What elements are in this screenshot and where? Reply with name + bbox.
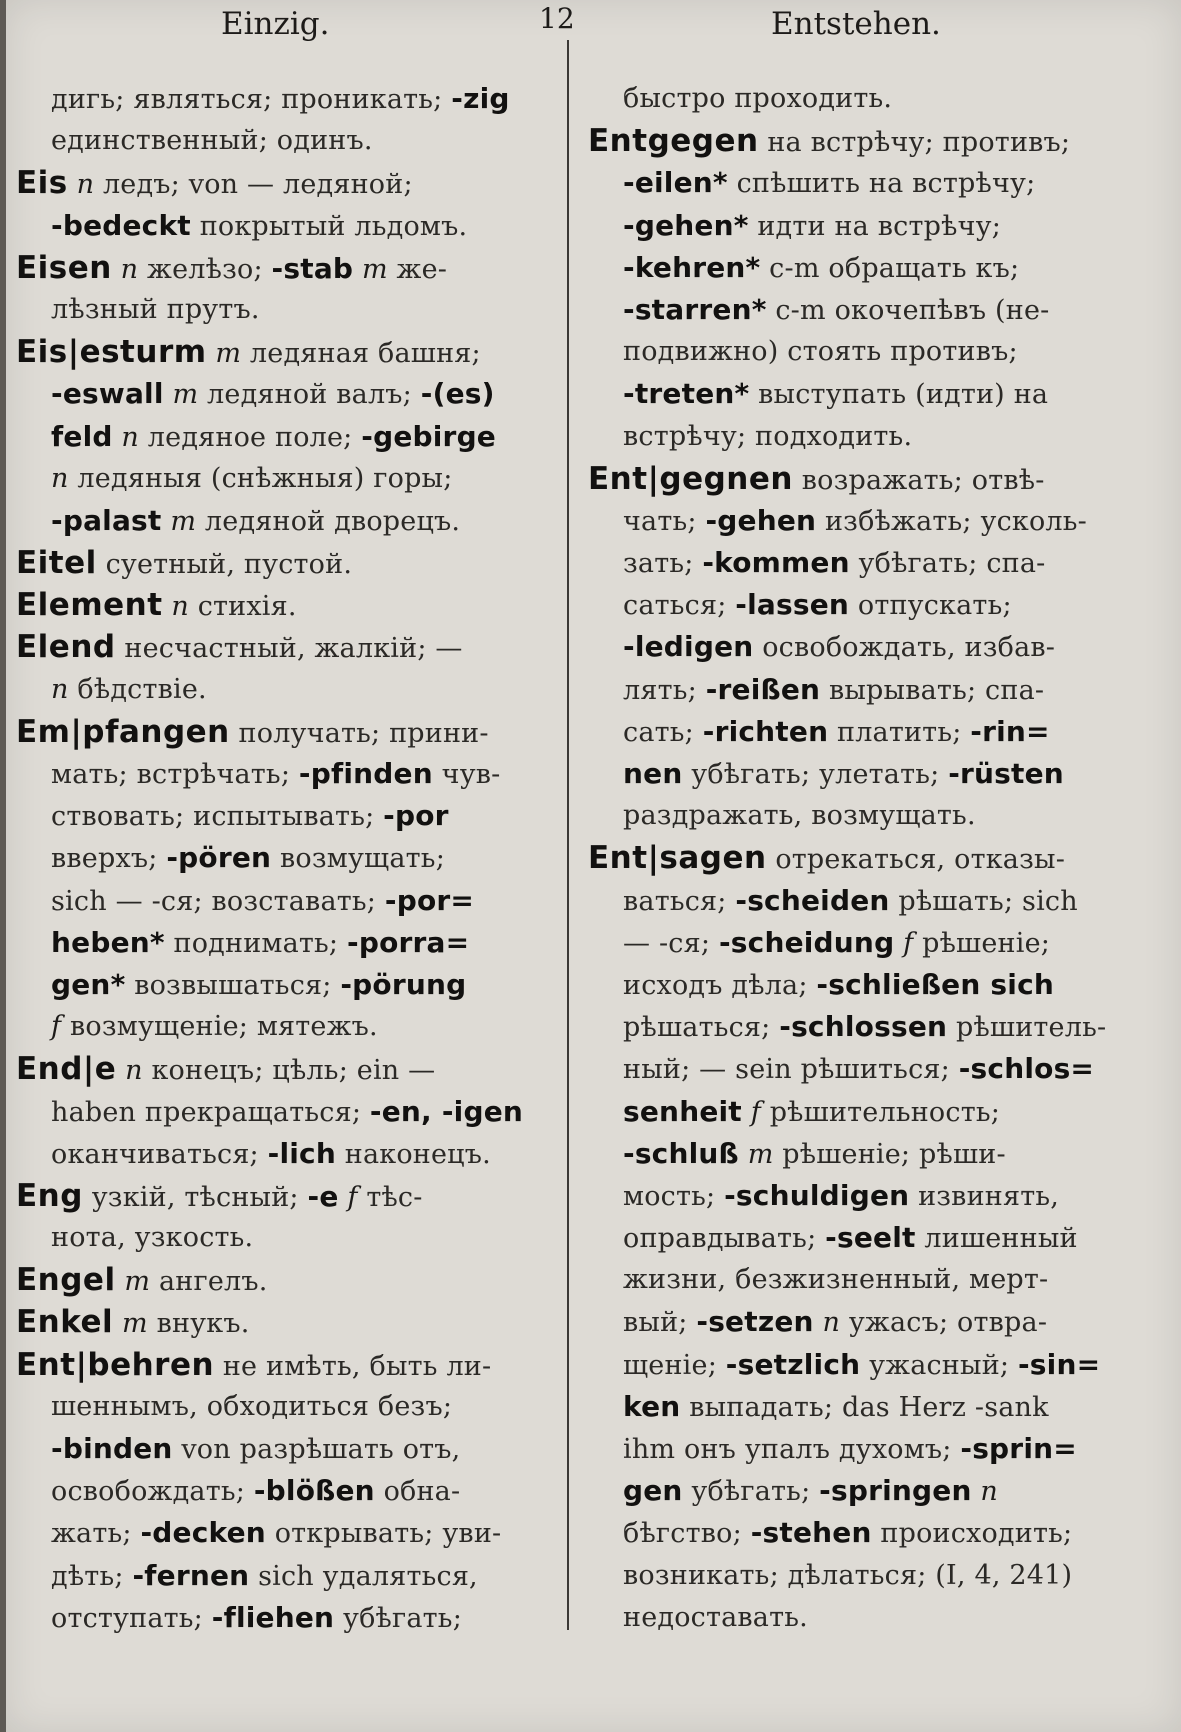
german-term: -lassen bbox=[735, 588, 850, 622]
column-divider bbox=[567, 40, 569, 1630]
german-term: -scheidung bbox=[718, 925, 895, 959]
definition-text bbox=[112, 254, 121, 285]
definition-text: нота, узкость. bbox=[51, 1222, 254, 1254]
definition-text: ледяное поле; bbox=[139, 421, 362, 453]
dictionary-line bbox=[16, 1428, 546, 1470]
german-term: -pfinden bbox=[298, 757, 433, 790]
dictionary-line bbox=[16, 669, 546, 711]
definition-text: на встрѣчу; противъ; bbox=[758, 127, 1071, 159]
headword: Eis|esturm bbox=[16, 334, 207, 371]
headword: Eis bbox=[16, 165, 68, 202]
definition-text: не имѣть, быть ли- bbox=[214, 1350, 492, 1382]
definition-text: рѣшеніе; bbox=[913, 927, 1051, 959]
dictionary-line bbox=[588, 1133, 1108, 1175]
dictionary-line bbox=[588, 1175, 1108, 1217]
grammar-label: n bbox=[121, 421, 140, 453]
definition-text: чать; bbox=[623, 505, 706, 537]
german-term: -rin= bbox=[970, 714, 1050, 748]
dictionary-line bbox=[16, 1217, 546, 1259]
definition-text: недоставать. bbox=[623, 1601, 808, 1633]
definition-text: haben прекращаться; bbox=[51, 1096, 370, 1128]
german-term: -gehen* bbox=[623, 208, 749, 242]
headword: Eitel bbox=[16, 545, 97, 582]
definition-text: освобождать, избав- bbox=[753, 632, 1056, 664]
definition-text: исходъ дѣла; bbox=[623, 969, 817, 1001]
dictionary-line bbox=[16, 922, 546, 964]
grammar-label: m bbox=[172, 379, 199, 411]
dictionary-line bbox=[588, 1512, 1108, 1554]
german-term: -en, -igen bbox=[369, 1094, 524, 1128]
dictionary-line bbox=[588, 416, 1108, 458]
grammar-label: f bbox=[750, 1096, 761, 1128]
header-left-guideword: Einzig. bbox=[221, 6, 330, 42]
german-term: nen bbox=[623, 757, 683, 790]
dictionary-line bbox=[588, 1259, 1108, 1301]
grammar-label: n bbox=[120, 253, 139, 285]
definition-text: возвышаться; bbox=[125, 969, 341, 1001]
definition-text: чув- bbox=[432, 759, 501, 790]
grammar-label: m bbox=[361, 253, 388, 285]
left-column bbox=[16, 78, 546, 1639]
definition-text bbox=[162, 506, 171, 537]
definition-text: щеніе; bbox=[623, 1349, 726, 1381]
definition-text: рѣшать; sich bbox=[889, 885, 1078, 917]
dictionary-line bbox=[588, 584, 1108, 626]
dictionary-line bbox=[16, 880, 546, 922]
german-term: -stab bbox=[271, 251, 354, 285]
definition-text: рѣшеніе; рѣши- bbox=[773, 1138, 1006, 1170]
german-term: -rüsten bbox=[948, 757, 1064, 790]
grammar-label: n bbox=[125, 1055, 143, 1087]
definition-text bbox=[742, 1097, 751, 1128]
dictionary-line bbox=[16, 753, 546, 795]
definition-text: sich — -ся; возставать; bbox=[51, 885, 385, 917]
german-term: -schluß bbox=[623, 1136, 739, 1170]
definition-text: шеннымъ, обходиться безъ; bbox=[51, 1390, 453, 1422]
dictionary-line bbox=[16, 247, 546, 289]
dictionary-line bbox=[16, 1344, 546, 1386]
grammar-label: m bbox=[124, 1266, 151, 1298]
dictionary-line bbox=[16, 1555, 546, 1597]
german-term: -eilen* bbox=[623, 166, 728, 200]
grammar-label: n bbox=[76, 169, 95, 201]
dictionary-line bbox=[588, 1428, 1108, 1470]
grammar-label: n bbox=[822, 1307, 841, 1339]
dictionary-line bbox=[16, 373, 546, 415]
definition-text: бѣдствіе. bbox=[68, 673, 207, 705]
grammar-label: n bbox=[51, 462, 69, 494]
dictionary-line bbox=[588, 1386, 1108, 1428]
dictionary-line bbox=[588, 542, 1108, 584]
dictionary-line bbox=[16, 1386, 546, 1428]
dictionary-line bbox=[16, 1470, 546, 1512]
definition-text: отрекаться, отказы- bbox=[766, 844, 1066, 876]
dictionary-line bbox=[16, 120, 546, 162]
definition-text: происходить; bbox=[871, 1518, 1073, 1550]
german-term: -starren* bbox=[623, 292, 767, 326]
headword: Enkel bbox=[16, 1304, 114, 1341]
definition-text: же- bbox=[387, 253, 448, 285]
dictionary-line bbox=[588, 837, 1108, 879]
definition-text: оправдывать; bbox=[623, 1223, 826, 1255]
german-term: gen bbox=[623, 1474, 683, 1508]
german-term: -binden bbox=[51, 1432, 173, 1465]
definition-text: ваться; bbox=[623, 885, 736, 917]
definition-text: избѣжать; усколь- bbox=[816, 505, 1087, 537]
german-term: -gebirge bbox=[361, 419, 497, 453]
definition-text: получать; прини- bbox=[229, 717, 489, 749]
dictionary-line bbox=[16, 964, 546, 1006]
dictionary-line bbox=[588, 922, 1108, 964]
german-term: -ledigen bbox=[623, 630, 754, 664]
definition-text bbox=[68, 169, 77, 200]
dictionary-line bbox=[16, 1048, 546, 1090]
dictionary-line bbox=[588, 205, 1108, 247]
headword: Ent|gegnen bbox=[588, 460, 793, 497]
definition-text: внукъ. bbox=[147, 1308, 250, 1340]
dictionary-line bbox=[588, 247, 1108, 289]
grammar-label: n bbox=[171, 591, 189, 623]
definition-text: мость; bbox=[623, 1180, 725, 1212]
definition-text: вверхъ; bbox=[51, 843, 167, 875]
dictionary-line bbox=[16, 626, 546, 668]
definition-text bbox=[894, 928, 903, 959]
header-right-guideword: Entstehen. bbox=[771, 6, 941, 42]
german-term: -springen bbox=[819, 1474, 972, 1508]
german-term: -por bbox=[383, 799, 449, 833]
headword: Ent|behren bbox=[16, 1346, 215, 1383]
dictionary-line bbox=[588, 373, 1108, 415]
german-term: -reißen bbox=[705, 672, 821, 706]
german-term: -(es) bbox=[420, 377, 495, 411]
definition-text: несчастный, жалкій; — bbox=[115, 633, 463, 665]
dictionary-line bbox=[16, 289, 546, 331]
definition-text: саться; bbox=[623, 590, 736, 622]
headword: Entgegen bbox=[588, 123, 759, 160]
definition-text: желѣзо; bbox=[138, 253, 272, 285]
headword: Element bbox=[16, 587, 163, 624]
dictionary-line bbox=[588, 795, 1108, 837]
german-term: -schlos= bbox=[958, 1052, 1095, 1086]
dictionary-line bbox=[16, 711, 546, 753]
dictionary-line bbox=[588, 1344, 1108, 1386]
dictionary-line bbox=[16, 1301, 546, 1343]
dictionary-line bbox=[588, 1597, 1108, 1639]
definition-text: узкій, тѣсный; bbox=[82, 1181, 308, 1213]
german-term: -decken bbox=[140, 1516, 266, 1550]
definition-text: убѣгать; спа- bbox=[849, 548, 1046, 580]
page-number: 12 bbox=[539, 2, 575, 35]
definition-text: лишенный bbox=[915, 1223, 1078, 1255]
definition-text: ihm онъ упалъ духомъ; bbox=[623, 1434, 961, 1465]
german-term: -bedeckt bbox=[51, 208, 191, 242]
definition-text: ледяная башня; bbox=[241, 338, 481, 370]
definition-text: ледяной дворецъ. bbox=[196, 505, 461, 537]
definition-text: выпадать; das Herz -sank bbox=[680, 1391, 1049, 1423]
dictionary-line bbox=[588, 120, 1108, 162]
dictionary-line bbox=[16, 1597, 546, 1639]
definition-text: лѣзный прутъ. bbox=[51, 293, 260, 325]
definition-text: мать; встрѣчать; bbox=[51, 759, 299, 790]
definition-text: конецъ; цѣль; ein — bbox=[142, 1055, 436, 1087]
definition-text: покрытый льдомъ. bbox=[190, 210, 468, 242]
right-column bbox=[588, 78, 1108, 1639]
german-term: -schuldigen bbox=[724, 1178, 910, 1212]
dictionary-line bbox=[588, 880, 1108, 922]
dictionary-line bbox=[16, 78, 546, 120]
german-term: -zig bbox=[451, 82, 510, 115]
german-term: -setzen bbox=[696, 1305, 814, 1339]
german-term: gen* bbox=[51, 967, 126, 1001]
definition-text: возмущать; bbox=[271, 843, 445, 875]
definition-text: рѣшитель- bbox=[947, 1012, 1107, 1044]
definition-text: ледъ; von — ледяной; bbox=[94, 169, 413, 201]
headword: Eisen bbox=[16, 249, 112, 286]
definition-text bbox=[739, 1139, 748, 1170]
dictionary-line bbox=[588, 1006, 1108, 1048]
definition-text: встрѣчу; подходить. bbox=[623, 420, 913, 452]
definition-text bbox=[339, 1182, 348, 1213]
definition-text: отступать; bbox=[51, 1602, 212, 1634]
dictionary-line bbox=[16, 458, 546, 500]
headword: Eng bbox=[16, 1177, 83, 1214]
german-term: -kehren* bbox=[623, 250, 761, 284]
dictionary-line bbox=[16, 584, 546, 626]
german-term: -scheiden bbox=[735, 883, 890, 917]
definition-text: подвижно) стоять противъ; bbox=[623, 336, 1018, 368]
dictionary-line bbox=[16, 416, 546, 458]
definition-text: ужасъ; отвра- bbox=[840, 1307, 1048, 1339]
headword: End|e bbox=[16, 1051, 117, 1088]
grammar-label: f bbox=[51, 1011, 62, 1043]
dictionary-line bbox=[588, 626, 1108, 668]
german-term: -sin= bbox=[1017, 1347, 1101, 1381]
grammar-label: m bbox=[170, 505, 197, 537]
german-term: -kommen bbox=[702, 546, 850, 580]
dictionary-line bbox=[588, 1091, 1108, 1133]
definition-text: возникать; дѣлаться; (I, 4, 241) bbox=[623, 1559, 1073, 1591]
definition-text: ствовать; испытывать; bbox=[51, 801, 384, 833]
definition-text: быстро проходить. bbox=[623, 83, 893, 114]
dictionary-line bbox=[588, 78, 1108, 120]
dictionary-line bbox=[16, 1006, 546, 1048]
german-term: heben* bbox=[51, 925, 165, 959]
definition-text: дигь; являться; проникать; bbox=[51, 84, 452, 115]
headword: Engel bbox=[16, 1262, 116, 1299]
german-term: -setzlich bbox=[725, 1347, 861, 1381]
definition-text: платить; bbox=[828, 716, 971, 748]
german-term: -por= bbox=[384, 883, 475, 917]
headword: Elend bbox=[16, 629, 116, 666]
dictionary-line bbox=[16, 331, 546, 373]
dictionary-line bbox=[588, 753, 1108, 795]
definition-text: — -ся; bbox=[623, 927, 719, 959]
definition-text: спѣшить на встрѣчу; bbox=[727, 168, 1036, 200]
dictionary-line bbox=[16, 205, 546, 247]
definition-text: единственный; одинъ. bbox=[51, 125, 373, 157]
definition-text: освобождать; bbox=[51, 1476, 254, 1508]
german-term: -porra= bbox=[347, 925, 470, 959]
definition-text: ангелъ. bbox=[150, 1266, 268, 1298]
definition-text: извинять, bbox=[909, 1180, 1060, 1212]
definition-text: убѣгать; bbox=[334, 1602, 462, 1634]
definition-text: ный; — sein рѣшиться; bbox=[623, 1054, 959, 1086]
german-term: -sprin= bbox=[960, 1432, 1077, 1465]
definition-text bbox=[116, 1055, 125, 1086]
german-term: -treten* bbox=[623, 377, 750, 411]
definition-text: наконецъ. bbox=[336, 1138, 491, 1170]
german-term: -stehen bbox=[750, 1516, 872, 1550]
dictionary-line bbox=[588, 1470, 1108, 1512]
grammar-label: f bbox=[903, 927, 914, 959]
dictionary-line bbox=[588, 711, 1108, 753]
grammar-label: f bbox=[347, 1181, 358, 1213]
definition-text: открывать; уви- bbox=[265, 1518, 502, 1550]
definition-text: возмущеніе; мятежъ. bbox=[61, 1011, 378, 1043]
grammar-label: n bbox=[51, 673, 69, 705]
grammar-label: m bbox=[121, 1308, 148, 1340]
dictionary-line bbox=[588, 1217, 1108, 1259]
german-term: -eswall bbox=[51, 377, 164, 411]
definition-text: суетный, пустой. bbox=[96, 549, 353, 581]
german-term: -richten bbox=[702, 714, 829, 748]
dictionary-line bbox=[588, 964, 1108, 1006]
dictionary-line bbox=[16, 1091, 546, 1133]
definition-text: жизни, безжизненный, мерт- bbox=[623, 1264, 1049, 1296]
definition-text: рѣшительность; bbox=[760, 1096, 1001, 1128]
dictionary-line bbox=[16, 1512, 546, 1554]
definition-text: тѣс- bbox=[357, 1181, 423, 1213]
dictionary-line bbox=[588, 458, 1108, 500]
definition-text: отпускать; bbox=[849, 590, 1012, 622]
definition-text: раздражать, возмущать. bbox=[623, 800, 976, 832]
german-term: -pören bbox=[166, 841, 272, 875]
definition-text: рѣшаться; bbox=[623, 1012, 780, 1044]
definition-text: ледяной валъ; bbox=[198, 379, 421, 411]
german-term: -seelt bbox=[825, 1221, 916, 1255]
definition-text bbox=[353, 254, 362, 285]
german-term: -e bbox=[307, 1179, 339, 1213]
grammar-label: m bbox=[215, 338, 242, 370]
german-term: -schließen sich bbox=[816, 967, 1055, 1001]
german-term: -gehen bbox=[705, 503, 817, 537]
dictionary-line bbox=[16, 500, 546, 542]
definition-text: стихія. bbox=[188, 591, 297, 623]
definition-text: зать; bbox=[623, 548, 703, 580]
dictionary-page bbox=[6, 0, 1181, 1732]
dictionary-line bbox=[16, 837, 546, 879]
dictionary-line bbox=[16, 795, 546, 837]
definition-text: идти на встрѣчу; bbox=[748, 210, 1002, 242]
grammar-label: m bbox=[747, 1138, 774, 1170]
definition-text: оканчиваться; bbox=[51, 1138, 268, 1170]
german-term: feld bbox=[51, 419, 113, 453]
definition-text: с-m окочепѣвъ (не- bbox=[766, 294, 1050, 326]
headword: Em|pfangen bbox=[16, 713, 230, 750]
definition-text: с-m обращать къ; bbox=[760, 252, 1020, 284]
dictionary-line bbox=[16, 1175, 546, 1217]
definition-text: von разрѣшать отъ, bbox=[172, 1434, 461, 1465]
definition-text: жать; bbox=[51, 1518, 141, 1550]
definition-text: убѣгать; улетать; bbox=[682, 759, 949, 790]
grammar-label: n bbox=[980, 1476, 998, 1508]
german-term: -blößen bbox=[253, 1474, 375, 1508]
headword: Ent|sagen bbox=[588, 840, 767, 877]
german-term: -fernen bbox=[132, 1558, 250, 1592]
dictionary-line bbox=[588, 500, 1108, 542]
german-term: senheit bbox=[623, 1094, 742, 1128]
definition-text: вый; bbox=[623, 1307, 697, 1339]
german-term: -fliehen bbox=[211, 1600, 335, 1634]
dictionary-line bbox=[16, 1133, 546, 1175]
dictionary-line bbox=[588, 1048, 1108, 1090]
definition-text bbox=[113, 1308, 122, 1339]
definition-text: выступать (идти) на bbox=[749, 379, 1049, 411]
dictionary-line bbox=[588, 331, 1108, 373]
dictionary-line bbox=[588, 1301, 1108, 1343]
definition-text: ледяныя (снѣжныя) горы; bbox=[68, 462, 453, 494]
german-term: ken bbox=[623, 1389, 681, 1423]
dictionary-line bbox=[16, 542, 546, 584]
definition-text: sich удаляться, bbox=[249, 1560, 478, 1592]
dictionary-line bbox=[588, 1555, 1108, 1597]
running-header bbox=[6, 2, 1181, 48]
german-term: -schlossen bbox=[779, 1010, 948, 1044]
definition-text: сать; bbox=[623, 716, 703, 748]
dictionary-line bbox=[16, 162, 546, 204]
dictionary-line bbox=[588, 289, 1108, 331]
definition-text: возражать; отвѣ- bbox=[792, 464, 1045, 496]
definition-text: вырывать; спа- bbox=[820, 674, 1045, 706]
definition-text: ужасный; bbox=[860, 1349, 1018, 1381]
definition-text: дѣть; bbox=[51, 1560, 133, 1592]
definition-text: обна- bbox=[374, 1476, 461, 1508]
dictionary-line bbox=[588, 162, 1108, 204]
definition-text: бѣгство; bbox=[623, 1518, 751, 1550]
dictionary-line bbox=[16, 1259, 546, 1301]
german-term: -lich bbox=[267, 1136, 336, 1170]
definition-text: поднимать; bbox=[164, 927, 347, 959]
german-term: -pörung bbox=[340, 967, 467, 1001]
definition-text bbox=[207, 338, 216, 369]
definition-text: убѣгать; bbox=[682, 1476, 820, 1508]
dictionary-line bbox=[588, 669, 1108, 711]
definition-text: лять; bbox=[623, 674, 706, 706]
german-term: -palast bbox=[51, 503, 162, 537]
